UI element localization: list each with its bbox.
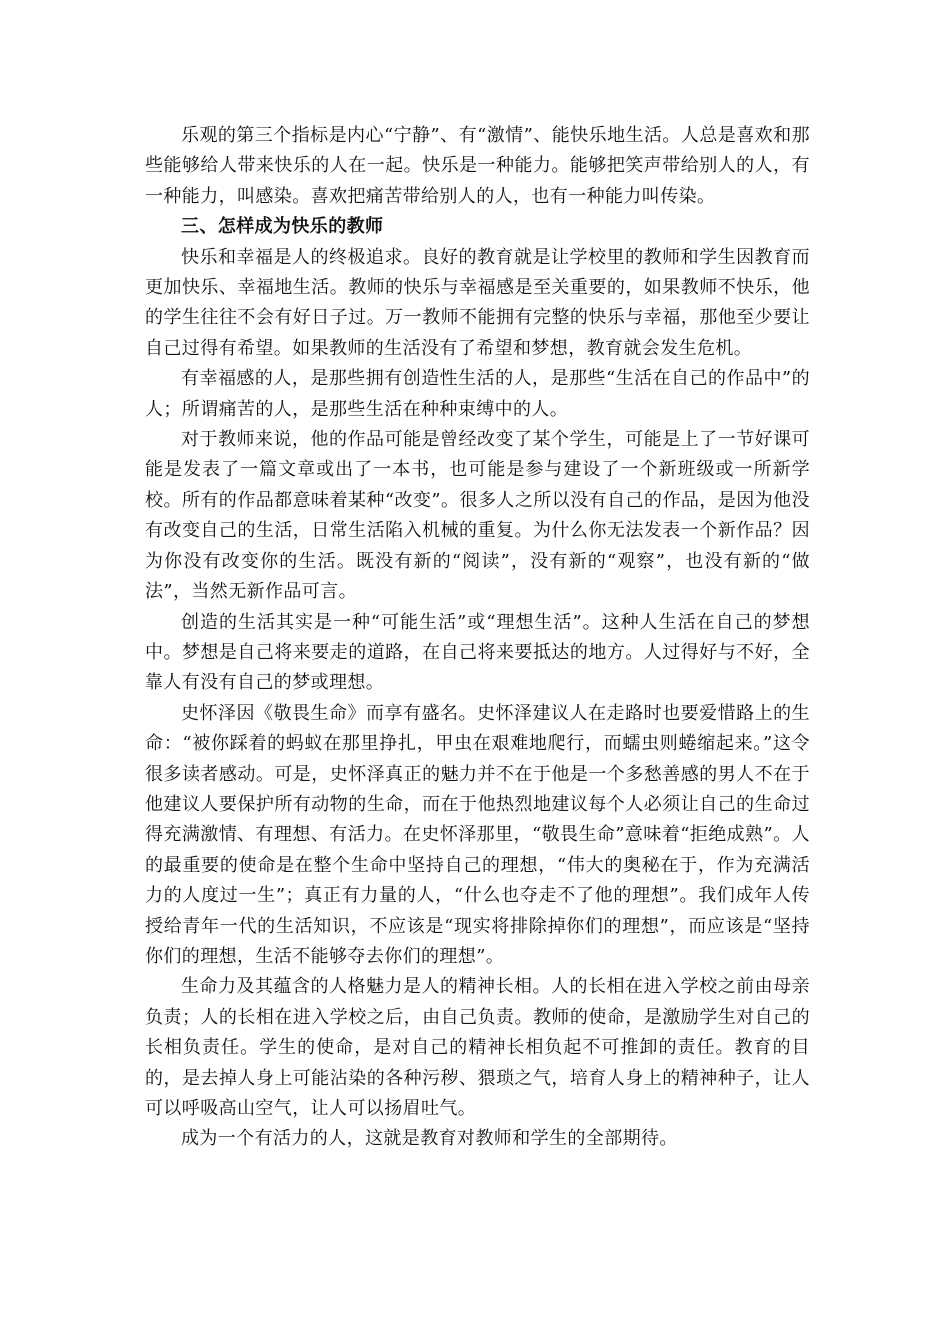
paragraph-optimism-third-indicator: 乐观的第三个指标是内心“宁静”、有“激情”、能快乐地生活。人总是喜欢和那些能够给人带来快乐的人在一起。快乐是一种能力。能够把笑声带给别人的人，有一种能力，叫感染。喜欢把痛苦带给别人的人，也有一种能力叫传染。 <box>145 125 810 207</box>
paragraph-closing: 成为一个有活力的人，这就是教育对教师和学生的全部期待。 <box>181 1128 678 1150</box>
paragraph-spiritual-appearance: 生命力及其蕴含的人格魅力是人的精神长相。人的长相在进入学校之前由母亲负责；人的长相在进入学校之后，由自己负责。教师的使命，是激励学生对自己的长相负责任。学生的使命，是对自己的精神长相负起不可推卸的责任。教育的目的，是去掉人身上可能沾染的各种污秽、猥琐之气，培育人身上的精神种子，让人可以呼吸高山空气，让人可以扬眉吐气。 <box>145 976 810 1119</box>
paragraph-creative-life: 有幸福感的人，是那些拥有创造性生活的人，是那些“生活在自己的作品中”的人；所谓痛苦的人，是那些生活在种种束缚中的人。 <box>145 368 810 420</box>
paragraph-happiness-ultimate-pursuit: 快乐和幸福是人的终极追求。良好的教育就是让学校里的教师和学生因教育而更加快乐、幸福地生活。教师的快乐与幸福感是至关重要的，如果教师不快乐，他的学生往往不会有好日子过。万一教师不能拥有完整的快乐与幸福，那他至少要让自己过得有希望。如果教师的生活没有了希望和梦想，教育就会发生危机。 <box>145 246 810 359</box>
document-page <box>145 121 810 1155</box>
section-heading-happy-teacher: 三、怎样成为快乐的教师 <box>181 216 384 238</box>
paragraph-schweitzer: 史怀泽因《敬畏生命》而享有盛名。史怀泽建议人在走路时也要爱惜路上的生命：“被你踩着的蚂蚁在那里挣扎，甲虫在艰难地爬行，而蠕虫则蜷缩起来。”这令很多读者感动。可是，史怀泽真正的魅力并不在于他是一个多愁善感的男人不在于他建议人要保护所有动物的生命，而在于他热烈地建议每个人必须让自己的生命过得充满激情、有理想、有活力。在史怀泽那里，“敬畏生命”意味着“拒绝成熟”。人的最重要的使命是在整个生命中坚持自己的理想，“伟大的奥秘在于，作为充满活力的人度过一生”；真正有力量的人，“什么也夺走不了他的理想”。我们成年人传授给青年一代的生活知识，不应该是“现实将排除掉你们的理想”，而应该是“坚持你们的理想，生活不能够夺去你们的理想”。 <box>145 702 810 967</box>
paragraph-possible-life: 创造的生活其实是一种“可能生活”或“理想生活”。这种人生活在自己的梦想中。梦想是自己将来要走的道路，在自己将来要抵达的地方。人过得好与不好，全靠人有没有自己的梦或理想。 <box>145 611 810 694</box>
paragraph-teacher-works: 对于教师来说，他的作品可能是曾经改变了某个学生，可能是上了一节好课可能是发表了一篇文章或出了一本书，也可能是参与建设了一个新班级或一所新学校。所有的作品都意味着某种“改变”。很多人之所以没有自己的作品，是因为他没有改变自己的生活，日常生活陷入机械的重复。为什么你无法发表一个新作品？因为你没有改变你的生活。既没有新的“阅读”，没有新的“观察”，也没有新的“做法”，当然无新作品可言。 <box>145 429 810 603</box>
